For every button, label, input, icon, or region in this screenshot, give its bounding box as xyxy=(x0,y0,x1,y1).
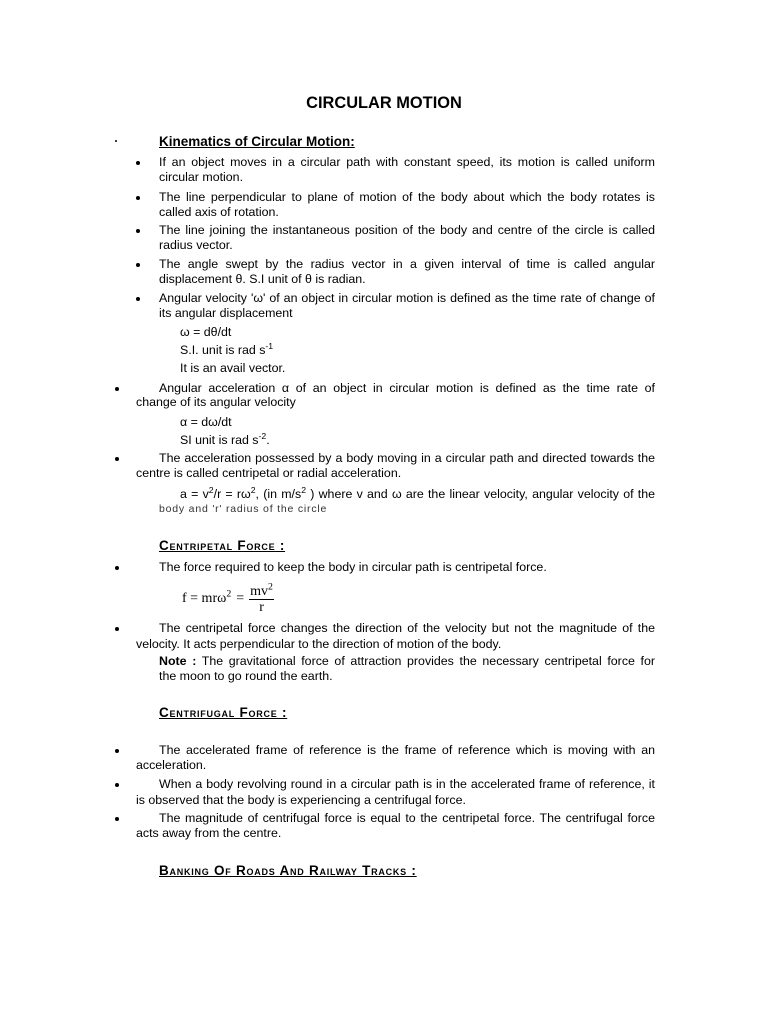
list-item-line: velocity. It acts perpendicular to the direction of motion of the body. xyxy=(136,637,502,651)
list-item-line: Angular acceleration α of an object in circular motion is defined as the time rate of xyxy=(159,381,655,395)
bullet-icon xyxy=(136,297,140,301)
note-line xyxy=(159,654,655,668)
list-item-line: acceleration. xyxy=(136,758,207,772)
centrifugal-force-heading: Centrifugal Force : xyxy=(159,705,288,720)
list-item-line: displacement θ. S.I unit of θ is radian. xyxy=(159,272,366,286)
list-item-line: The line joining the instantaneous position of the body and centre of the circle is called xyxy=(159,223,655,237)
bullet-icon xyxy=(115,749,119,753)
list-item-line: called axis of rotation. xyxy=(159,205,279,219)
list-item-line: radius vector. xyxy=(159,238,233,252)
formula-fraction xyxy=(249,580,274,615)
note-line: the moon to go round the earth. xyxy=(159,669,333,683)
list-item-line: The angle swept by the radius vector in a given interval of time is called angular xyxy=(159,257,655,271)
list-item-line: The centripetal force changes the direction of the velocity but not the magnitude of the xyxy=(159,621,655,635)
fraction-numerator xyxy=(249,580,274,600)
centripetal-force-formula xyxy=(182,580,274,615)
list-item-line: change of its angular velocity xyxy=(136,395,296,409)
formula-exponent: 2 xyxy=(226,588,232,600)
bullet-icon xyxy=(136,161,140,165)
bullet-icon xyxy=(115,627,119,631)
bullet-icon xyxy=(115,817,119,821)
list-item-line: is observed that the body is experiencing a centrifugal force. xyxy=(136,793,466,807)
page-title: CIRCULAR MOTION xyxy=(306,94,462,112)
formula-part: /r = rω xyxy=(213,487,251,501)
list-item-line: The acceleration possessed by a body moving in a circular path and directed towards the xyxy=(159,451,655,465)
bullet-icon xyxy=(136,196,140,200)
list-item-line: The magnitude of centrifugal force is equal to the centripetal force. The centrifugal force xyxy=(159,811,655,825)
list-item-line: The force required to keep the body in circular path is centripetal force. xyxy=(159,560,547,574)
angular-velocity-formula: ω = dθ/dt xyxy=(180,325,232,339)
formula-exponent: 2 xyxy=(250,484,256,495)
list-item-line: When a body revolving round in a circular path is in the accelerated frame of reference, it xyxy=(159,777,655,791)
note-text: The gravitational force of attraction provides the necessary centripetal force for xyxy=(201,654,656,668)
unit-end: . xyxy=(266,433,270,447)
angular-velocity-remark: It is an avail vector. xyxy=(180,361,286,375)
banking-heading: Banking Of Roads And Railway Tracks : xyxy=(159,863,417,878)
list-item-line: acts away from the centre. xyxy=(136,826,282,840)
section-marker-icon xyxy=(115,140,117,142)
list-item-line: The accelerated frame of reference is the frame of reference which is moving with an xyxy=(159,743,655,757)
formula-part: f = mrω xyxy=(182,591,227,606)
angular-acceleration-unit xyxy=(180,430,270,447)
list-item-line: its angular displacement xyxy=(159,306,293,320)
formula-exponent: 2 xyxy=(208,484,214,495)
unit-text: SI unit is rad s xyxy=(180,433,259,447)
formula-continuation: body and 'r' radius of the circle xyxy=(159,503,328,515)
formula-lhs xyxy=(182,588,232,607)
unit-text: S.I. unit is rad s xyxy=(180,343,266,357)
unit-exponent: -1 xyxy=(265,340,274,351)
bullet-icon xyxy=(136,263,140,267)
list-item-line: If an object moves in a circular path with constant speed, its motion is called uniform xyxy=(159,155,655,169)
formula-exponent: 2 xyxy=(268,580,273,592)
bullet-icon xyxy=(115,566,119,570)
centripetal-acceleration-formula xyxy=(180,484,655,501)
formula-equals: = xyxy=(236,591,245,606)
list-item-line: centre is called centripetal or radial acceleration. xyxy=(136,466,402,480)
formula-part: mv xyxy=(250,583,269,599)
centripetal-force-heading: Centripetal Force : xyxy=(159,538,286,553)
formula-exponent: 2 xyxy=(301,484,307,495)
list-item-line: circular motion. xyxy=(159,170,244,184)
fraction-denominator: r xyxy=(259,599,264,615)
note-label: Note : xyxy=(159,654,197,668)
bullet-icon xyxy=(115,783,119,787)
bullet-icon xyxy=(115,457,119,461)
unit-exponent: -2 xyxy=(258,430,267,441)
angular-velocity-unit xyxy=(180,340,274,357)
bullet-icon xyxy=(136,229,140,233)
formula-part: , (in m/s xyxy=(255,487,302,501)
bullet-icon xyxy=(115,387,119,391)
formula-part: ) where v and ω are the linear velocity, angular velocity of the xyxy=(306,487,655,501)
kinematics-heading: Kinematics of Circular Motion: xyxy=(159,134,355,149)
list-item-line: Angular velocity 'ω' of an object in circular motion is defined as the time rate of change of xyxy=(159,291,655,305)
angular-acceleration-formula: α = dω/dt xyxy=(180,415,232,429)
formula-part: a = v xyxy=(180,487,209,501)
list-item-line: The line perpendicular to plane of motion of the body about which the body rotates is xyxy=(159,190,655,204)
